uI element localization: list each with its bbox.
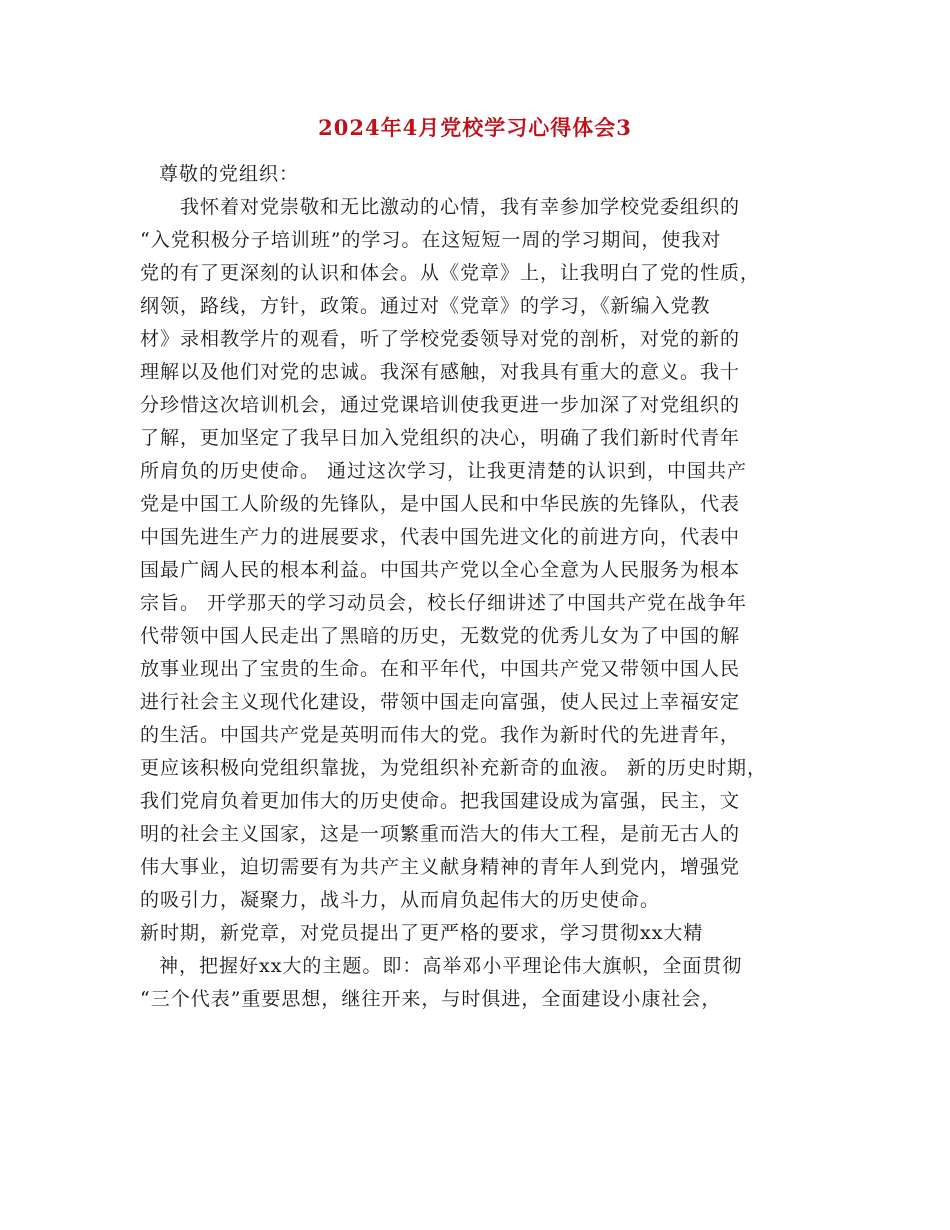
paragraph-line: “入党积极分子培训班”的学习。在这短短一周的学习期间，使我对 <box>140 229 722 251</box>
paragraph-line: 纲领，路线，方针，政策。通过对《党章》的学习，《新编入党教 <box>140 295 711 317</box>
paragraph-line: 宗旨。 开学那天的学习动员会，校长仔细讲述了中国共产党在战争年 <box>140 592 748 614</box>
paragraph-line: 神，把握好xx大的主题。即：高举邓小平理论伟大旗帜，全面贯彻 <box>159 955 743 977</box>
paragraph-line: 材》录相教学片的观看，听了学校党委领导对党的剖析，对党的新的 <box>140 328 741 350</box>
paragraph-line <box>140 1016 830 1049</box>
paragraph-line: 新时期，新党章，对党员提出了更严格的要求，学习贯彻xx大精 <box>140 922 704 944</box>
paragraph-line: “三个代表”重要思想，继往开来，与时俱进，全面建设小康社会， <box>140 988 722 1010</box>
paragraph-line: 党是中国工人阶级的先锋队，是中国人民和中华民族的先锋队，代表 <box>140 493 741 515</box>
paragraph-line: 的生活。中国共产党是英明而伟大的党。我作为新时代的先进青年， <box>140 724 741 746</box>
paragraph-line: 的吸引力，凝聚力，战斗力，从而肩负起伟大的历史使命。 <box>140 889 661 911</box>
salutation-line: 尊敬的党组织： <box>159 163 300 185</box>
paragraph-line: 理解以及他们对党的忠诚。我深有感触，对我具有重大的意义。我十 <box>140 361 741 383</box>
document-title: 2024年4月党校学习心得体会3 <box>318 115 632 140</box>
paragraph-line: 更应该积极向党组织靠拢，为党组织补充新奇的血液。 新的历史时期， <box>140 757 768 779</box>
paragraph-line: 党的有了更深刻的认识和体会。从《党章》上，让我明白了党的性质， <box>140 262 761 284</box>
paragraph-line: 明的社会主义国家，这是一项繁重而浩大的伟大工程，是前无古人的 <box>140 823 741 845</box>
paragraph-line: 放事业现出了宝贵的生命。在和平年代，中国共产党又带领中国人民 <box>140 658 741 680</box>
paragraph-line: 进行社会主义现代化建设，带领中国走向富强，使人民过上幸福安定 <box>140 691 741 713</box>
document-body <box>140 158 830 1049</box>
paragraph-line: 中国先进生产力的进展要求，代表中国先进文化的前进方向，代表中 <box>140 526 741 548</box>
paragraph-line: 我们党肩负着更加伟大的历史使命。把我国建设成为富强，民主，文 <box>140 790 741 812</box>
paragraph-line: 伟大事业，迫切需要有为共产主义献身精神的青年人到党内，增强党 <box>140 856 741 878</box>
paragraph-line: 国最广阔人民的根本利益。中国共产党以全心全意为人民服务为根本 <box>140 559 741 581</box>
paragraph-line: 所肩负的历史使命。 通过这次学习，让我更清楚的认识到，中国共产 <box>140 460 748 482</box>
paragraph-line: 我怀着对党崇敬和无比激动的心情，我有幸参加学校党委组织的 <box>180 196 741 218</box>
paragraph-line: 了解，更加坚定了我早日加入党组织的决心，明确了我们新时代青年 <box>140 427 741 449</box>
paragraph-line: 分珍惜这次培训机会，通过党课培训使我更进一步加深了对党组织的 <box>140 394 741 416</box>
paragraph-line: 代带领中国人民走出了黑暗的历史，无数党的优秀儿女为了中国的解 <box>140 625 741 647</box>
